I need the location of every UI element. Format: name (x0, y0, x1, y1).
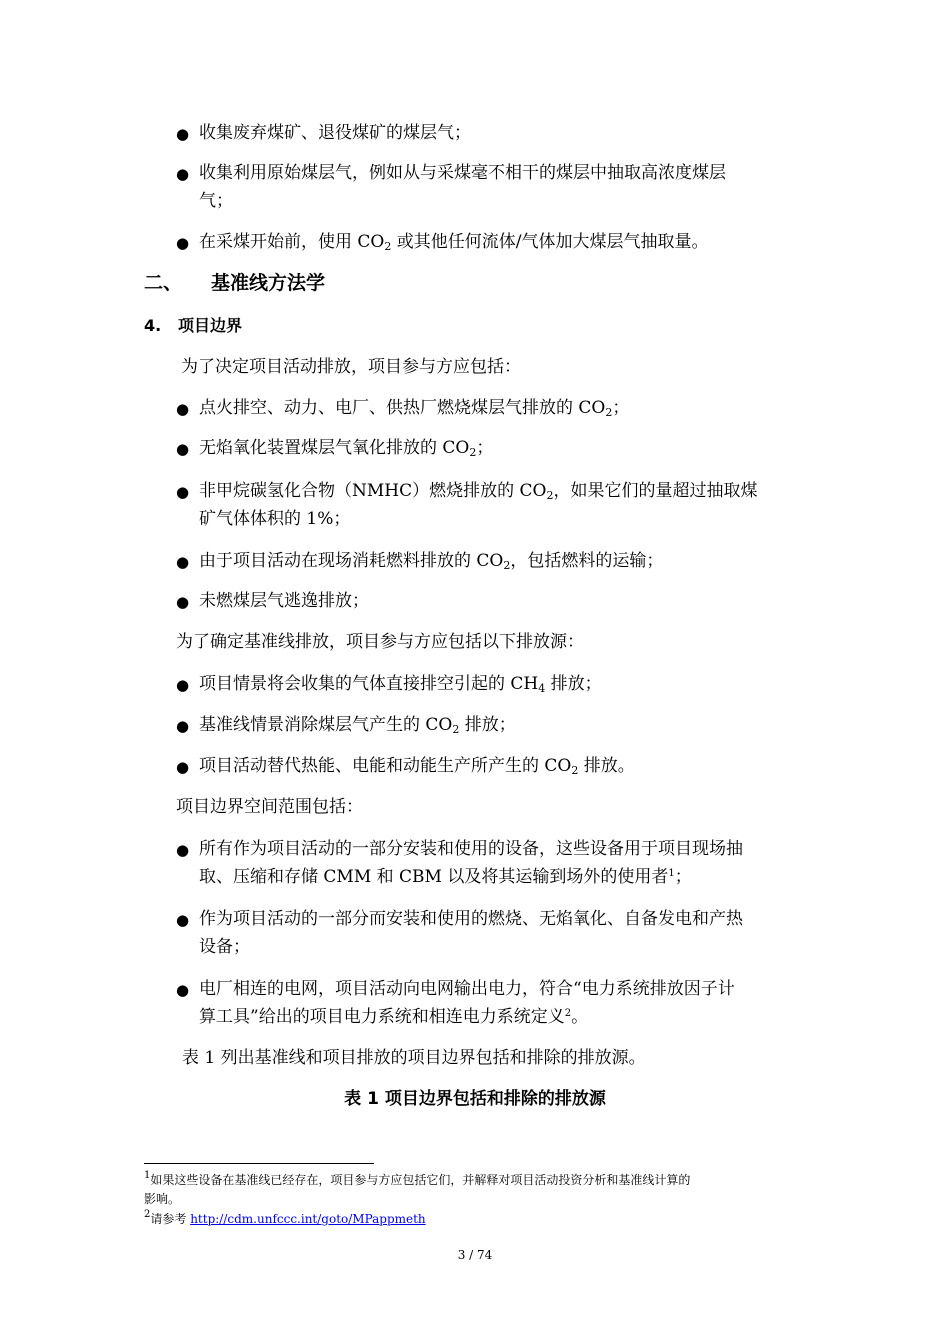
bullet-icon: ● (176, 165, 190, 183)
section-title: 基准线方法学 (211, 272, 326, 294)
subsection-title: 项目边界 (178, 316, 243, 335)
boundary-item-continued: 设备； (199, 937, 250, 957)
footnote-ref-1[interactable]: 1 (668, 868, 675, 879)
project-emissions-intro: 为了决定项目活动排放，项目参与方应包括： (181, 357, 521, 377)
footnote-divider (144, 1163, 374, 1164)
intro-bullet-3: 在采煤开始前，使用 $CO_2$ 或其他任何流体/气体加大煤层气抽取量。 (199, 232, 709, 253)
bullet-icon: ● (176, 841, 190, 859)
intro-bullet-1: 收集废弃煤矿、退役煤矿的煤层气； (199, 123, 471, 143)
bullet-icon: ● (176, 440, 190, 458)
bullet-icon: ● (176, 911, 190, 929)
table-reference: 表 1 列出基准线和项目排放的项目边界包括和排除的排放源。 (182, 1048, 646, 1068)
footnote-1: $^1$如果这些设备在基准线已经存在，项目参与方应包括它们，并解释对项目活动投资分析和基准线计算的 (144, 1170, 691, 1187)
boundary-item: 作为项目活动的一部分而安装和使用的燃烧、无焰氧化、自备发电和产热 (199, 909, 743, 929)
section-number: 二、 (144, 272, 183, 294)
boundary-intro: 项目边界空间范围包括： (176, 797, 363, 817)
methodology-link[interactable]: http://cdm.unfccc.int/goto/MPappmeth (190, 1212, 426, 1226)
footnote-1-continued: 影响。 (144, 1192, 181, 1206)
project-emission-item: 非甲烷碳氢化合物（NMHC）燃烧排放的 $CO_2$，如果它们的量超过抽取煤 (199, 481, 758, 502)
bullet-icon: ● (176, 981, 190, 999)
bullet-icon: ● (176, 553, 190, 571)
intro-bullet-2-line-1: 收集利用原始煤层气，例如从与采煤毫不相干的煤层中抽取高浓度煤层 (199, 163, 726, 183)
bullet-icon: ● (176, 125, 190, 143)
baseline-emission-item: 项目活动替代热能、电能和动能生产所产生的 $CO_2$ 排放。 (199, 756, 635, 777)
project-emission-item: 点火排空、动力、电厂、供热厂燃烧煤层气排放的 $CO_2$； (199, 398, 630, 419)
intro-bullet-2-line-2: 气； (199, 191, 233, 211)
project-emission-item: 由于项目活动在现场消耗燃料排放的 $CO_2$，包括燃料的运输； (199, 551, 664, 572)
boundary-item-continued: 取、压缩和存储 CMM 和 CBM 以及将其运输到场外的使用者$^1$； (199, 867, 692, 887)
boundary-item: 电厂相连的电网，项目活动向电网输出电力，符合“电力系统排放因子计 (199, 979, 735, 999)
bullet-icon: ● (176, 234, 190, 252)
bullet-icon: ● (176, 758, 190, 776)
baseline-emission-item: 项目情景将会收集的气体直接排空引起的 $CH_4$ 排放； (199, 674, 602, 695)
bullet-icon: ● (176, 400, 190, 418)
bullet-icon: ● (176, 483, 190, 501)
bullet-icon: ● (176, 676, 190, 694)
boundary-item-continued: 算工具”给出的项目电力系统和相连电力系统定义$^2$。 (199, 1007, 589, 1027)
table-caption: 表 1 项目边界包括和排除的排放源 (344, 1089, 606, 1109)
footnote-ref-2[interactable]: 2 (564, 1008, 572, 1019)
project-emission-item: 未燃煤层气逃逸排放； (199, 591, 369, 611)
boundary-item: 所有作为项目活动的一部分安装和使用的设备，这些设备用于项目现场抽 (199, 839, 743, 859)
subsection-number: 4. (144, 316, 162, 335)
baseline-emissions-intro: 为了确定基准线排放，项目参与方应包括以下排放源： (176, 632, 584, 652)
bullet-icon: ● (176, 717, 190, 735)
bullet-icon: ● (176, 593, 190, 611)
baseline-emission-item: 基准线情景消除煤层气产生的 $CO_2$ 排放； (199, 715, 516, 736)
project-emission-item: 无焰氧化装置煤层气氧化排放的 $CO_2$； (199, 438, 494, 459)
footnote-2: $^2$请参考 http://cdm.unfccc.int/goto/MPappmeth (144, 1209, 426, 1226)
project-emission-item-continued: 矿气体体积的 1%； (199, 509, 351, 529)
page-number: 3 / 74 (457, 1248, 493, 1262)
